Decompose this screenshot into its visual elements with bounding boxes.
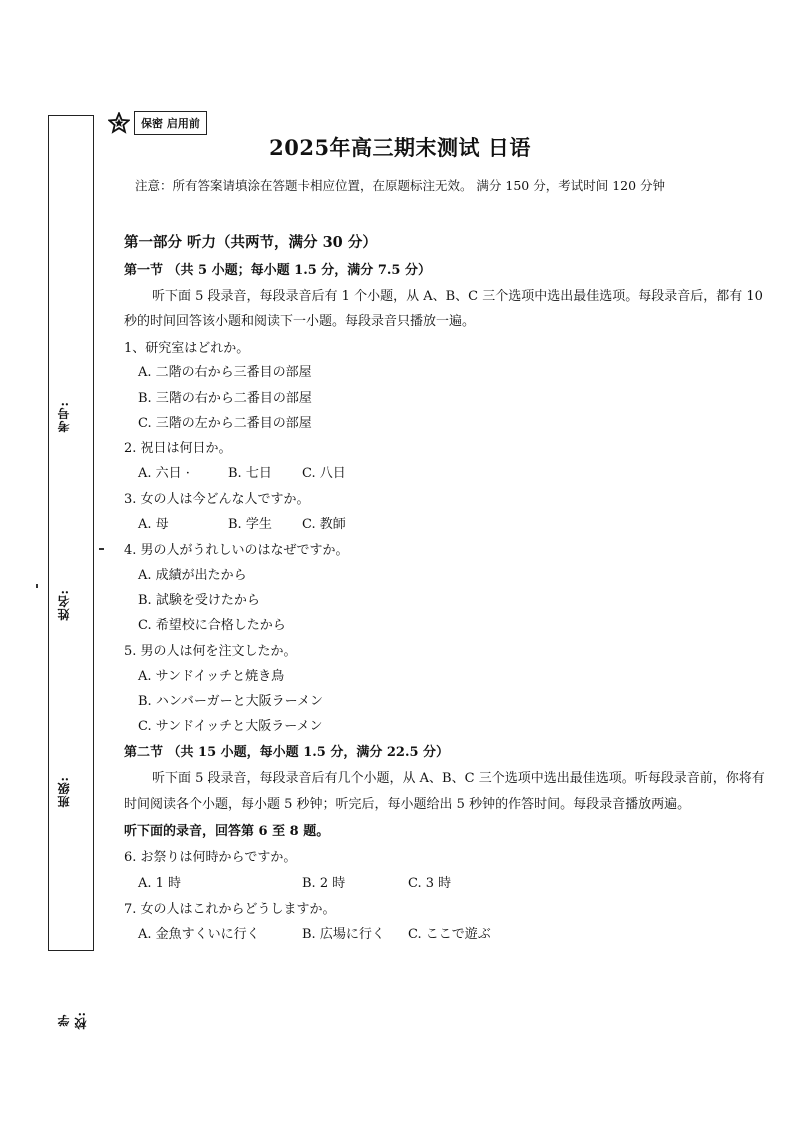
- question-3-stem: 3. 女の人は今どんな人ですか。: [124, 492, 310, 507]
- question-6-option-a: A. 1 時: [138, 876, 182, 891]
- sec2-subheading: 听下面的录音，回答第 6 至 8 题。: [124, 824, 330, 839]
- sec1-instructions-1: 听下面 5 段录音，每段录音后有 1 个小题，从 A、B、C 三个选项中选出最佳选项。每段录音后，都有 10: [152, 289, 763, 304]
- question-4-option-c: C. 希望校に合格したから: [138, 618, 286, 633]
- sec2-instructions-1: 听下面 5 段录音，每段录音后有几个小题，从 A、B、C 三个选项中选出最佳选项。听每段录音前，你将有: [152, 771, 765, 786]
- class-label: 班级:: [57, 776, 71, 808]
- sec2-instructions-2: 时间阅读各个小题，每小题 5 秒钟；听完后，每小题给出 5 秒钟的作答时间。每段录音播放两遍。: [124, 797, 691, 812]
- question-7-option-b: B. 広場に行く: [302, 927, 385, 942]
- question-6-option-b: B. 2 時: [302, 876, 346, 891]
- confidential-label: 保密 启用前: [134, 111, 207, 135]
- question-5-option-c: C. サンドイッチと大阪ラーメン: [138, 719, 323, 734]
- question-2-option-a: A. 六日 ·: [138, 466, 190, 481]
- star-icon: [108, 112, 130, 134]
- question-3-option-a: A. 母: [138, 517, 169, 532]
- question-2-option-c: C. 八日: [302, 466, 346, 481]
- question-3-option-b: B. 学生: [228, 517, 272, 532]
- school-label: 学校:: [57, 1011, 88, 1030]
- sec2-heading: 第二节 （共 15 小题，每小题 1.5 分，满分 22.5 分）: [124, 745, 450, 760]
- question-4-option-a: A. 成績が出たから: [138, 568, 247, 583]
- question-5-option-b: B. ハンバーガーと大阪ラーメン: [138, 694, 323, 709]
- fold-mark: [99, 548, 104, 550]
- question-7-stem: 7. 女の人はこれからどうしますか。: [124, 902, 336, 917]
- question-6-option-c: C. 3 時: [408, 876, 452, 891]
- sec1-instructions-2: 秒的时间回答该小题和阅读下一小题。每段录音只播放一遍。: [124, 314, 476, 329]
- question-2-stem: 2. 祝日は何日か。: [124, 441, 232, 456]
- name-label: 姓名:: [57, 589, 71, 621]
- question-1-option-c: C. 三階の左から二番目の部屋: [138, 416, 312, 431]
- question-6-stem: 6. お祭りは何時からですか。: [124, 850, 297, 865]
- question-7-option-c: C. ここで遊ぶ: [408, 927, 491, 942]
- question-1-option-b: B. 三階の右から二番目の部屋: [138, 391, 312, 406]
- question-4-option-b: B. 試験を受けたから: [138, 593, 260, 608]
- question-7-option-a: A. 金魚すくいに行く: [138, 927, 260, 942]
- question-5-stem: 5. 男の人は何を注文したか。: [124, 644, 297, 659]
- question-2-option-b: B. 七日: [228, 466, 272, 481]
- question-1-stem: 1、研究室はどれか。: [124, 341, 250, 356]
- sec1-heading: 第一节 （共 5 小题；每小题 1.5 分，满分 7.5 分）: [124, 263, 431, 278]
- question-4-stem: 4. 男の人がうれしいのはなぜですか。: [124, 543, 349, 558]
- question-5-option-a: A. サンドイッチと焼き鳥: [138, 669, 285, 684]
- part1-heading: 第一部分 听力（共两节，满分 30 分）: [124, 234, 377, 251]
- exam-title: 2025年高三期末测试 日语: [269, 135, 531, 160]
- exam-no-label: 考号:: [57, 401, 71, 433]
- scan-mark: [36, 584, 38, 588]
- question-1-option-a: A. 二階の右から三番目の部屋: [138, 365, 312, 380]
- question-3-option-c: C. 教師: [302, 517, 346, 532]
- exam-notice: 注意：所有答案请填涂在答题卡相应位置，在原题标注无效。 满分 150 分，考试时间 120 分钟: [134, 178, 666, 193]
- binding-strip: [48, 115, 94, 1030]
